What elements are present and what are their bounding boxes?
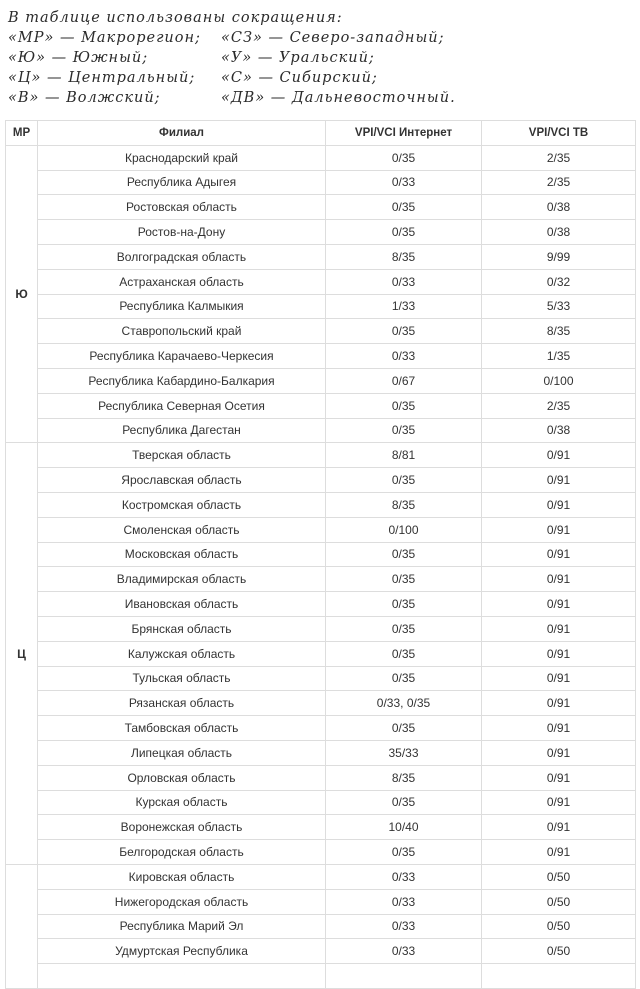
table-row — [6, 542, 636, 567]
vpi-tv-cell: 0/32 — [482, 269, 636, 294]
vpi-internet-cell: 0/33 — [326, 889, 482, 914]
vpi-tv-cell: 2/35 — [482, 170, 636, 195]
table-row — [6, 294, 636, 319]
legend-entry: «В» — Волжский; — [8, 90, 161, 106]
vpi-tv-cell: 0/91 — [482, 517, 636, 542]
table-row — [6, 641, 636, 666]
vpi-tv-cell: 0/91 — [482, 492, 636, 517]
table-row — [6, 889, 636, 914]
vpi-internet-cell: 0/33 — [326, 170, 482, 195]
table-row — [6, 492, 636, 517]
branch-cell: Краснодарский край — [38, 145, 326, 170]
vpi-internet-cell: 8/35 — [326, 244, 482, 269]
branch-cell: Республика Марий Эл — [38, 914, 326, 939]
vpi-tv-cell: 0/91 — [482, 592, 636, 617]
abbreviations-legend — [0, 0, 640, 108]
vpi-internet-cell: 35/33 — [326, 740, 482, 765]
vpi-tv-cell: 0/50 — [482, 889, 636, 914]
vpi-internet-cell: 0/35 — [326, 616, 482, 641]
table-row — [6, 815, 636, 840]
branch-cell: Владимирская область — [38, 567, 326, 592]
branch-cell — [38, 964, 326, 989]
vpi-internet-cell: 0/33 — [326, 914, 482, 939]
vpi-tv-cell: 0/91 — [482, 616, 636, 641]
table-header-row — [6, 121, 636, 146]
branch-cell: Ставропольский край — [38, 319, 326, 344]
table-row — [6, 567, 636, 592]
header-vpi-tv: VPI/VCI ТВ — [482, 121, 636, 146]
vpi-tv-cell: 0/91 — [482, 790, 636, 815]
vpi-tv-cell: 0/91 — [482, 740, 636, 765]
table-row — [6, 790, 636, 815]
branch-cell: Республика Кабардино-Балкария — [38, 368, 326, 393]
vpi-internet-cell: 0/35 — [326, 145, 482, 170]
branch-cell: Республика Адыгея — [38, 170, 326, 195]
table-row — [6, 244, 636, 269]
vpi-internet-cell: 0/33 — [326, 939, 482, 964]
branch-cell: Рязанская область — [38, 691, 326, 716]
header-branch: Филиал — [38, 121, 326, 146]
vpi-internet-cell: 0/100 — [326, 517, 482, 542]
table-row — [6, 864, 636, 889]
vpi-tv-cell: 2/35 — [482, 393, 636, 418]
legend-rows — [8, 28, 640, 108]
branch-cell: Кировская область — [38, 864, 326, 889]
branch-cell: Ивановская область — [38, 592, 326, 617]
table-row — [6, 170, 636, 195]
vpi-tv-cell: 0/91 — [482, 468, 636, 493]
branch-cell: Московская область — [38, 542, 326, 567]
table-row — [6, 517, 636, 542]
branch-cell: Ростовская область — [38, 195, 326, 220]
table-row — [6, 765, 636, 790]
branch-cell: Калужская область — [38, 641, 326, 666]
vpi-tv-cell: 0/50 — [482, 864, 636, 889]
vpi-tv-cell: 0/50 — [482, 939, 636, 964]
table-row — [6, 195, 636, 220]
table-row — [6, 393, 636, 418]
legend-row — [8, 88, 640, 108]
branch-cell: Республика Карачаево-Черкесия — [38, 344, 326, 369]
legend-entry: «МР» — Макрорегион; — [8, 30, 201, 46]
table-row — [6, 220, 636, 245]
vpi-tv-cell: 2/35 — [482, 145, 636, 170]
vpi-tv-cell: 0/91 — [482, 716, 636, 741]
vpi-internet-cell: 8/81 — [326, 443, 482, 468]
branch-cell: Тульская область — [38, 666, 326, 691]
macroregion-cell: Ц — [6, 443, 38, 865]
vpi-tv-cell: 0/100 — [482, 368, 636, 393]
branch-cell: Белгородская область — [38, 840, 326, 865]
vpi-tv-cell: 0/38 — [482, 418, 636, 443]
table-row — [6, 344, 636, 369]
vpi-internet-cell: 8/35 — [326, 492, 482, 517]
legend-row — [8, 28, 640, 48]
vpi-internet-cell: 0/35 — [326, 592, 482, 617]
branch-cell: Республика Дагестан — [38, 418, 326, 443]
vpi-internet-cell: 0/35 — [326, 542, 482, 567]
legend-entry: «Ю» — Южный; — [8, 50, 149, 66]
branch-cell: Липецкая область — [38, 740, 326, 765]
branch-cell: Костромская область — [38, 492, 326, 517]
vpi-internet-cell: 8/35 — [326, 765, 482, 790]
branch-cell: Курская область — [38, 790, 326, 815]
legend-entry: «СЗ» — Северо-западный; — [221, 30, 445, 46]
table-row — [6, 964, 636, 989]
branch-cell: Тамбовская область — [38, 716, 326, 741]
vpi-internet-cell: 0/35 — [326, 641, 482, 666]
vpi-internet-cell: 0/33, 0/35 — [326, 691, 482, 716]
table-row — [6, 418, 636, 443]
vpi-tv-cell: 0/91 — [482, 840, 636, 865]
branch-cell: Орловская область — [38, 765, 326, 790]
vpi-tv-cell: 0/91 — [482, 567, 636, 592]
branch-cell: Республика Калмыкия — [38, 294, 326, 319]
branch-cell: Ростов-на-Дону — [38, 220, 326, 245]
legend-entry: «Ц» — Центральный; — [8, 70, 196, 86]
macroregion-cell: Ю — [6, 145, 38, 443]
table-row — [6, 368, 636, 393]
vpi-tv-cell: 9/99 — [482, 244, 636, 269]
table-row — [6, 716, 636, 741]
vpi-internet-cell: 0/35 — [326, 195, 482, 220]
vpi-internet-cell: 0/35 — [326, 468, 482, 493]
vpi-internet-cell: 0/35 — [326, 840, 482, 865]
table-row — [6, 666, 636, 691]
branch-cell: Удмуртская Республика — [38, 939, 326, 964]
table-row — [6, 269, 636, 294]
branch-cell: Брянская область — [38, 616, 326, 641]
vpi-tv-cell: 0/91 — [482, 542, 636, 567]
vpi-internet-cell: 0/35 — [326, 666, 482, 691]
vpi-tv-cell: 0/38 — [482, 220, 636, 245]
branch-cell: Волгоградская область — [38, 244, 326, 269]
branch-cell: Воронежская область — [38, 815, 326, 840]
table-row — [6, 145, 636, 170]
legend-entry: «С» — Сибирский; — [221, 70, 378, 86]
vpi-tv-cell: 0/50 — [482, 914, 636, 939]
header-mr: МР — [6, 121, 38, 146]
vpi-internet-cell: 0/35 — [326, 790, 482, 815]
branches-table — [5, 120, 636, 989]
vpi-internet-cell: 0/35 — [326, 418, 482, 443]
legend-title: В таблице использованы сокращения: — [8, 10, 343, 26]
table-row — [6, 468, 636, 493]
vpi-tv-cell — [482, 964, 636, 989]
table-row — [6, 592, 636, 617]
table-row — [6, 443, 636, 468]
table-row — [6, 740, 636, 765]
vpi-internet-cell: 0/33 — [326, 864, 482, 889]
vpi-tv-cell: 0/91 — [482, 666, 636, 691]
branch-cell: Астраханская область — [38, 269, 326, 294]
vpi-tv-cell: 8/35 — [482, 319, 636, 344]
header-vpi-internet: VPI/VCI Интернет — [326, 121, 482, 146]
table-body — [6, 145, 636, 988]
legend-row — [8, 48, 640, 68]
branch-cell: Ярославская область — [38, 468, 326, 493]
branch-cell: Нижегородская область — [38, 889, 326, 914]
vpi-internet-cell: 0/35 — [326, 319, 482, 344]
vpi-internet-cell: 0/67 — [326, 368, 482, 393]
table-row — [6, 914, 636, 939]
vpi-tv-cell: 1/35 — [482, 344, 636, 369]
vpi-tv-cell: 0/91 — [482, 443, 636, 468]
vpi-internet-cell: 0/35 — [326, 567, 482, 592]
vpi-internet-cell: 1/33 — [326, 294, 482, 319]
legend-entry: «У» — Уральский; — [221, 50, 375, 66]
table-row — [6, 616, 636, 641]
vpi-internet-cell: 0/35 — [326, 220, 482, 245]
table-row — [6, 691, 636, 716]
vpi-tv-cell: 5/33 — [482, 294, 636, 319]
legend-entry: «ДВ» — Дальневосточный. — [221, 90, 456, 106]
vpi-tv-cell: 0/91 — [482, 641, 636, 666]
vpi-tv-cell: 0/91 — [482, 815, 636, 840]
table-row — [6, 319, 636, 344]
branch-cell: Тверская область — [38, 443, 326, 468]
vpi-internet-cell: 10/40 — [326, 815, 482, 840]
vpi-internet-cell: 0/35 — [326, 716, 482, 741]
vpi-tv-cell: 0/38 — [482, 195, 636, 220]
table-row — [6, 939, 636, 964]
vpi-tv-cell: 0/91 — [482, 691, 636, 716]
vpi-internet-cell — [326, 964, 482, 989]
vpi-tv-cell: 0/91 — [482, 765, 636, 790]
vpi-internet-cell: 0/35 — [326, 393, 482, 418]
vpi-internet-cell: 0/33 — [326, 344, 482, 369]
branch-cell: Республика Северная Осетия — [38, 393, 326, 418]
vpi-internet-cell: 0/33 — [326, 269, 482, 294]
branch-cell: Смоленская область — [38, 517, 326, 542]
table-row — [6, 840, 636, 865]
legend-row — [8, 68, 640, 88]
